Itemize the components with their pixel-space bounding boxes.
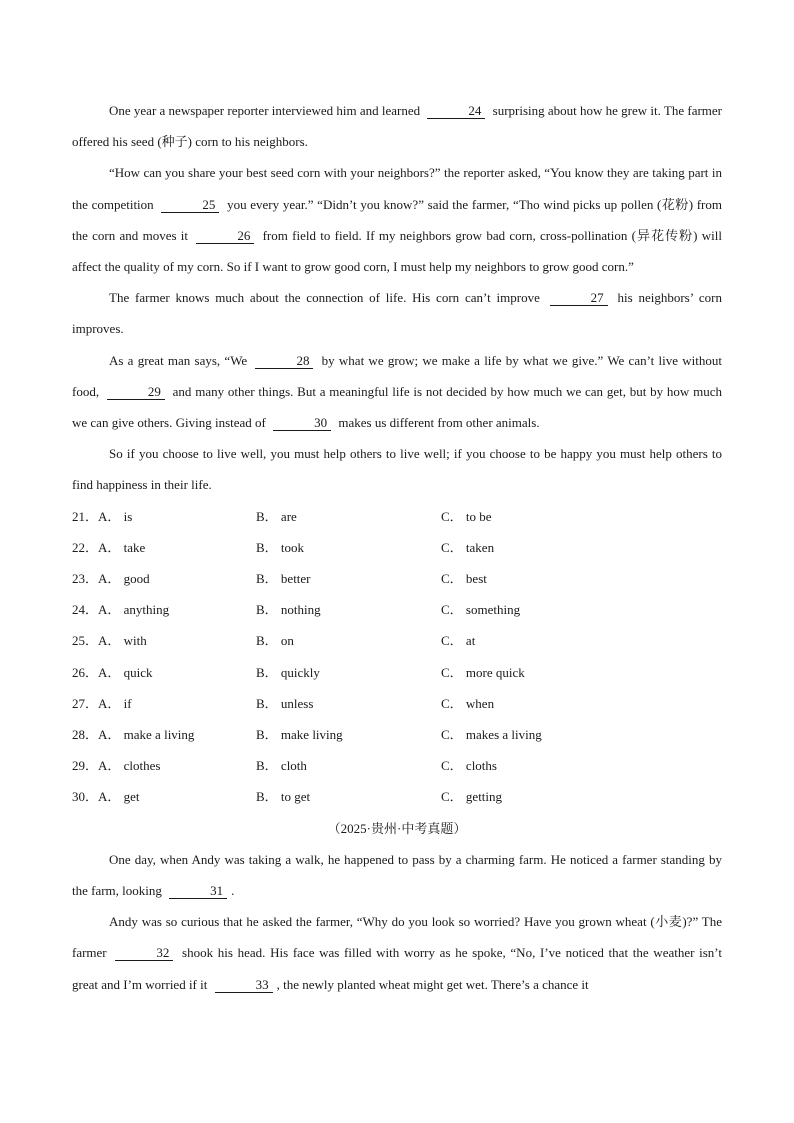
option-a-text: A． clothes (98, 758, 161, 774)
option-row (72, 594, 722, 625)
option-b[interactable]: B． cloth (256, 758, 307, 774)
paragraph (72, 844, 722, 906)
option-a-text: A． is (98, 508, 133, 524)
source-label: （2025·贵州·中考真题） (327, 820, 467, 836)
option-row (72, 657, 722, 688)
option-b[interactable]: B． took (256, 539, 305, 555)
option-a[interactable] (72, 657, 153, 688)
option-row (72, 501, 722, 532)
question-number: 27． (72, 695, 99, 711)
question-number: 24． (72, 602, 99, 618)
option-a[interactable] (72, 501, 132, 532)
paragraph-text: and many other things. But a meaningful life is not decided by how much we can get, but by how much we can give others. Giving instead of (72, 383, 722, 431)
option-a[interactable] (72, 563, 150, 594)
option-a-text: A． with (98, 633, 147, 649)
paragraph-text: So if you choose to live well, you must help others to live well; if you choose to be happy you must help others to find happiness in their life. (72, 446, 722, 493)
option-a-text: A． if (98, 695, 132, 711)
option-b[interactable]: B． to get (256, 789, 311, 805)
paragraph (72, 906, 722, 1000)
option-a-text: A． anything (98, 602, 170, 618)
question-number: 29． (72, 758, 99, 774)
passage-bottom (72, 844, 722, 1000)
option-row (72, 688, 722, 719)
option-c[interactable]: C． getting (441, 789, 503, 805)
answer-blank[interactable]: 24 (427, 104, 485, 119)
paragraph-text: The farmer knows much about the connection of life. His corn can’t improve (109, 290, 546, 306)
question-number: 26． (72, 664, 99, 680)
answer-blank[interactable]: 27 (550, 291, 608, 306)
question-number: 23． (72, 571, 99, 587)
option-b[interactable]: B． unless (256, 695, 314, 711)
paragraph (72, 282, 722, 344)
option-a[interactable] (72, 719, 194, 750)
option-b[interactable]: B． are (256, 508, 297, 524)
option-a-text: A． get (98, 789, 140, 805)
paragraph-text: , the newly planted wheat might get wet. There’s a chance it (276, 976, 589, 992)
option-c[interactable]: C． taken (441, 539, 495, 555)
option-row (72, 532, 722, 563)
option-a[interactable] (72, 594, 169, 625)
option-c[interactable]: C． at (441, 633, 476, 649)
paragraph-text: makes us different from other animals. (335, 415, 540, 431)
answer-blank[interactable]: 29 (107, 385, 165, 400)
answer-blank[interactable]: 28 (255, 354, 313, 369)
answer-options (72, 501, 722, 813)
option-a-text: A． make a living (98, 726, 195, 742)
paragraph (72, 157, 722, 282)
option-row (72, 563, 722, 594)
answer-blank[interactable]: 30 (273, 416, 331, 431)
paragraph (72, 95, 722, 157)
option-b[interactable]: B． quickly (256, 664, 320, 680)
option-a[interactable] (72, 532, 145, 563)
option-c[interactable]: C． cloths (441, 758, 497, 774)
option-b[interactable]: B． make living (256, 726, 343, 742)
paragraph-text: . (231, 882, 235, 898)
paragraph-text: his neighbors’ corn improves. (72, 290, 722, 337)
answer-blank[interactable]: 25 (161, 198, 219, 213)
option-c[interactable]: C． something (441, 602, 521, 618)
option-row (72, 719, 722, 750)
option-c[interactable]: C． best (441, 571, 487, 587)
answer-blank[interactable]: 31 (169, 884, 227, 899)
option-a[interactable] (72, 625, 147, 656)
answer-blank[interactable]: 26 (196, 229, 254, 244)
option-row (72, 750, 722, 781)
answer-blank[interactable]: 32 (115, 946, 173, 961)
paragraph-text: by what we grow; we make a life by what we give.” We can’t live without food, (72, 352, 722, 399)
option-c[interactable]: C． to be (441, 508, 492, 524)
option-a-text: A． quick (98, 664, 153, 680)
question-number: 22． (72, 539, 99, 555)
paragraph-text: “How can you share your best seed corn with your neighbors?” the reporter asked, “You know they are taking part in the competition (72, 165, 722, 212)
paragraph (72, 438, 722, 500)
paragraph-text: One day, when Andy was taking a walk, he happened to pass by a charming farm. He noticed a farmer standing by the farm, looking (72, 851, 722, 898)
question-number: 21． (72, 508, 99, 524)
paragraph (72, 345, 722, 439)
option-b[interactable]: B． on (256, 633, 294, 649)
option-a-text: A． take (98, 539, 146, 555)
passage-top (72, 95, 722, 501)
answer-blank[interactable]: 33 (215, 978, 273, 993)
document-page (72, 95, 722, 1000)
option-a[interactable] (72, 750, 160, 781)
paragraph-text: Andy was so curious that he asked the farmer, “Why do you look so worried? Have you grown wheat (小麦)?” The farmer (72, 914, 722, 961)
paragraph-text: from field to field. If my neighbors grow bad corn, cross-pollination (异花传粉) will affect the quality of my corn. So if I want to grow good corn, I must help my neighbors to grow good corn.” (72, 227, 722, 275)
paragraph-text: shook his head. His face was filled with worry as he spoke, “No, I’ve noticed that the weather isn’t great and I’m worried if it (72, 945, 722, 992)
option-row (72, 781, 722, 812)
option-c[interactable]: C． when (441, 695, 495, 711)
option-a[interactable] (72, 781, 140, 812)
option-a-text: A． good (98, 571, 150, 587)
option-b[interactable]: B． nothing (256, 602, 321, 618)
option-c[interactable]: C． makes a living (441, 726, 542, 742)
paragraph-text: you every year.” “Didn’t you know?” said the farmer, “Tho wind picks up pollen (花粉) from the corn and moves it (72, 196, 722, 243)
option-b[interactable]: B． better (256, 571, 311, 587)
question-number: 28． (72, 726, 99, 742)
paragraph-text: surprising about how he grew it. The farmer offered his seed (种子) corn to his neighbors. (72, 103, 723, 150)
paragraph-text: One year a newspaper reporter interviewed him and learned (109, 103, 424, 118)
option-a[interactable] (72, 688, 132, 719)
option-row (72, 625, 722, 656)
question-number: 25． (72, 633, 99, 649)
option-c[interactable]: C． more quick (441, 664, 525, 680)
paragraph-text: As a great man says, “We (109, 352, 252, 368)
question-number: 30． (72, 789, 99, 805)
